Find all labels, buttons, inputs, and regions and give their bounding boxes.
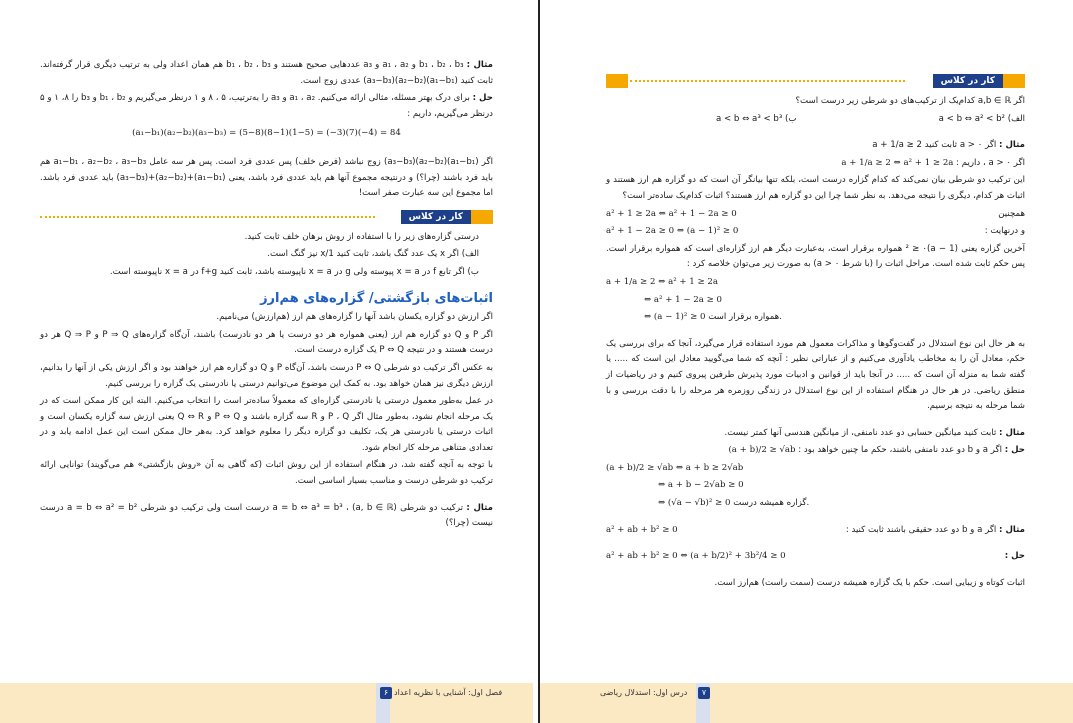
- finally-math: a² + 1 − 2a ≥ 0 ⇔ (a − 1)² ≥ 0: [606, 226, 739, 237]
- amgm-step: [606, 496, 1025, 512]
- left-page: [0, 0, 535, 723]
- solution-label: حل :: [1004, 445, 1025, 456]
- amgm-claim: (a + b)/2 ≥ √ab: [728, 445, 796, 456]
- classwork-question: اگر a,b ∈ ℝ کدام‌یک از ترکیب‌های دو شرطی زیر درست است؟: [795, 96, 1025, 106]
- example-3-paragraph: [606, 523, 1025, 539]
- always-true-label: گزاره همیشه درست.: [733, 498, 810, 509]
- section-title: اثبات‌های بازگشتی/ گزاره‌های هم‌ارز: [260, 290, 493, 306]
- chapter-label: فصل اول: آشنایی با نظریه اعداد: [394, 688, 503, 697]
- page-number: ۷: [698, 687, 710, 699]
- classwork-item-a: الف) اگر x یک عدد گنگ باشد، ثابت کنید 1/x نیز گنگ است.: [267, 249, 479, 260]
- classwork-item-b: ب) اگر تابع f در x = a پیوسته ولی g در x = a ناپیوسته باشد، ثابت کنید f+g در x = a ناپیوسته است.: [109, 266, 479, 277]
- right-footer: [540, 683, 1073, 723]
- left-footer: [0, 683, 533, 723]
- classwork-options: [606, 112, 1025, 128]
- example-2-label: مثال :: [999, 427, 1025, 438]
- example-2-paragraph: [606, 426, 1025, 442]
- solution-label: حل :: [1004, 551, 1025, 562]
- solution-text: برای درک بهتر مسئله، مثالی ارائه می‌کنیم. a₁ ، a₂ و a₃ را به‌ترتیب، ۵ ، ۸ و ۱ درنظر می‌گیریم و b₁ ، b₂ و b₃ را ۸، ۱ و ۵ درنظر می‌گیریم، داریم :: [40, 93, 493, 119]
- example-line-2-math: a + 1/a ≥ 2 ⇔ a² + 1 ≥ 2a: [841, 157, 954, 168]
- yellow-marker: [471, 210, 493, 224]
- example-3-label: مثال :: [999, 524, 1025, 535]
- dotted-rule: [40, 216, 375, 218]
- amgm-step-math: ⇔ (√a − √b)² ≥ 0: [658, 498, 731, 509]
- yellow-marker: [606, 74, 628, 88]
- classwork-header: [40, 210, 493, 224]
- closing-paragraph: اثبات کوتاه و زیبایی است. حکم با یک گزاره همیشه درست (سمت راست) هم‌ارز است.: [714, 577, 1025, 588]
- finally-line: [606, 224, 1025, 240]
- example-text: b₁ ، b₂ ، b₃ و a₁ ، a₂ و a₃ عددهایی صحیح هستند و b₁ ، b₂ ، b₃ هم همان اعداد ولی به ترتیب دیگری قرار گرفته‌اند. ثابت کنید (a₁−b₁)(a₂−b₂)(a₃−b₃) عددی زوج است.: [40, 60, 493, 86]
- example-label: مثال :: [999, 140, 1025, 151]
- section-paragraph-2: اگر P و Q دو گزاره هم ارز (یعنی همواره هر دو درست یا هر دو نادرست) باشند، آن‌گاه گزاره‌های P ⇒ Q و Q ⇒ P هر دو درست هستند و در نتیجه P ⇔ Q یک گزاره درست است.: [40, 329, 493, 356]
- example-line-2-text: اگر a > ۰ ، داریم :: [956, 157, 1025, 168]
- example-3-text: اگر a و b دو عدد حقیقی باشند ثابت کنید :: [845, 524, 997, 535]
- proof-chain-step-math: ⇔ (a − 1)² ≥ 0: [644, 312, 706, 323]
- proof-chain-step: [606, 310, 1025, 326]
- classwork-title: کار در کلاس: [401, 210, 471, 224]
- example-3-solution-math: a² + ab + b² ≥ 0 ⇔ (a + b/2)² + 3b²/4 ≥ 0: [606, 551, 786, 562]
- lesson-label: درس اول: استدلال ریاضی: [600, 688, 688, 697]
- section-paragraph-1: اگر ارزش دو گزاره یکسان باشد آنها را گزاره‌های هم ارز (هم‌ارزش) می‌نامیم.: [216, 312, 493, 323]
- conclusion-paragraph: آخرین گزاره یعنی (a − 1)² ≥ ۰ همواره برقرار است، به‌عبارت دیگر هم ارز گزاره‌ای است که همواره برقرار است. پس حکم ثابت شده است. مراحل اثبات را (با شرط a > ۰) به صورت زیر می‌توان خلاصه کرد :: [606, 243, 1026, 270]
- left-page-content: [40, 58, 493, 534]
- solution-text: اگر a و b دو عدد نامنفی باشند، حکم ما چنین خواهد بود :: [798, 445, 1002, 456]
- example-3-solution: [606, 549, 1025, 565]
- amgm-step: (a + b)/2 ≥ √ab ⇔ a + b ≥ 2√ab: [606, 462, 744, 473]
- also-math: a² + 1 ≥ 2a ⇔ a² + 1 − 2a ≥ 0: [606, 208, 737, 219]
- classwork-header: [606, 74, 1025, 88]
- section-paragraph-3: به عکس اگر ترکیب دو شرطی P ⇔ Q درست باشد، آن‌گاه P و Q دو گزاره هم ارز خواهند بود و اگر ارزش یکی از آنها را بدانیم، ارزش دیگری نیز همان خواهد بود. به کمک این موضوع می‌توانیم درستی یا نادرستی یک گزاره را بررسی کنیم.: [40, 362, 493, 389]
- section-paragraph-4: در عمل به‌طور معمول درستی یا نادرستی گزاره‌ای که معمولاً ساده‌تر است را انتخاب می‌کنیم. البته این کار ممکن است که در یک مرحله انجام نشود، به‌طور مثال اگر P ، Q و R سه گزاره باشند و P ⇔ Q و Q ⇔ R یعنی ارزش سه گزاره یکسان است و اثبات درستی یا نادرستی هر یک، تکلیف دو گزاره دیگر را معلوم خواهد کرد. به‌هر حال ممکن است این عمل ادامه یابد و در تعدادی متناهی مرحله کار انجام شود.: [40, 396, 493, 453]
- yellow-marker: [1003, 74, 1025, 88]
- classwork-intro: درستی گزاره‌های زیر را با استفاده از روش برهان خلف ثابت کنید.: [244, 231, 479, 242]
- example-paragraph: [40, 58, 493, 89]
- proof-chain-step: ⇔ a² + 1 − 2a ≥ 0: [644, 294, 723, 305]
- page-number: ۶: [380, 687, 392, 699]
- example-line-2: [606, 156, 1025, 172]
- amgm-step: ⇔ a + b − 2√ab ≥ 0: [658, 480, 744, 491]
- dotted-rule: [630, 80, 905, 82]
- product-formula: (a₁−b₁)(a₂−b₂)(a₃−b₃) = (5−8)(8−1)(1−5) = (−3)(7)(−4) = 84: [132, 128, 401, 139]
- example-label: مثال :: [466, 60, 493, 70]
- also-label: همچنین: [998, 208, 1025, 219]
- also-line: [606, 207, 1025, 223]
- solution-label: حل :: [472, 93, 493, 104]
- right-page-content: [606, 66, 1025, 593]
- example-2-paragraph: [40, 501, 493, 532]
- contradiction-paragraph: اگر (a₁−b₁)(a₂−b₂)(a₃−b₃) زوج نباشد (فرض خلف) پس عددی فرد است. پس هر سه عامل a₁−b₁ ، a₂−b₂ ، a₃−b₃ هم باید فرد باشند (چرا؟) و درنتیجه مجموع آنها هم باید عددی فرد باشد، یعنی (a₁−b₁)+(a₂−b₂)+(a₃−b₃) باید عددی فرد باشد. اما مجموع این سه عبارت صفر است!: [40, 156, 494, 199]
- option-a: الف) a < b ⇔ a² < b²: [938, 113, 1025, 124]
- finally-label: و درنهایت :: [984, 226, 1025, 237]
- example-2-text: ثابت کنید میانگین حسابی دو عدد نامنفی، از میانگین هندسی آنها کمتر نیست.: [724, 427, 997, 438]
- example-2-solution: [606, 443, 1025, 459]
- example-paragraph: [606, 138, 1025, 154]
- equivalence-paragraph: این ترکیب دو شرطی بیان نمی‌کند که کدام گزاره درست است، بلکه تنها بیانگر آن است که دو گزاره هم ارز هستند و اثبات هر کدام، دیگری را نتیجه می‌دهد. به نظر شما چرا این دو گزاره هم ارز هستند؟ اثبات کدام‌یک ساده‌تر است؟: [606, 175, 1025, 201]
- example-2-label: مثال :: [466, 502, 493, 513]
- solution-paragraph: [40, 91, 493, 122]
- example-3-math: a² + ab + b² ≥ 0: [606, 524, 678, 535]
- right-page: [538, 0, 1073, 723]
- example-2-text: ترکیب دو شرطی (a, b ∈ ℝ) ، a = b ⇔ a³ = b³ درست است ولی ترکیب دو شرطی a = b ⇔ a² = b² درست نیست (چرا؟): [40, 502, 493, 529]
- everyday-reasoning-paragraph: به هر حال این نوع استدلال در گفت‌وگوها و مذاکرات معمول هم مورد استفاده قرار می‌گیرد، آنجا که برای بررسی یک حکم، معادل آن را به مخاطب یادآوری می‌کنیم و از عباراتی نظیر : آنچه که شما می‌گویید معادل این است که ..... یا گفته شما به منزله آن است که ..... در آنجا باید از قوانین و ادبیات مورد پذیرش طرفین پیروی کنیم و در ریاضیات از منطق ریاضی. در هر حال در هنگام استفاده از این نوع استدلال در زندگی روزمره هر مرحله را با دقت بررسی و با شما مرحله به نتیجه برسیم.: [606, 338, 1025, 412]
- always-true-label: همواره برقرار است.: [708, 312, 782, 323]
- section-paragraph-5: با توجه به آنچه گفته شد، در هنگام استفاده از این روش اثبات (که گاهی به آن «روش بازگشتی» هم می‌گویند) توانایی ارائه ترکیب دو شرطی درست و مناسب بسیار اساسی است.: [40, 460, 493, 487]
- option-b: ب) a < b ⇔ a³ < b³: [716, 113, 797, 124]
- proof-chain-step: a + 1/a ≥ 2 ⇔ a² + 1 ≥ 2a: [606, 276, 719, 287]
- example-text: اگر a > ۰ ثابت کنید a + 1/a ≥ 2: [872, 140, 997, 151]
- classwork-title: کار در کلاس: [933, 74, 1003, 88]
